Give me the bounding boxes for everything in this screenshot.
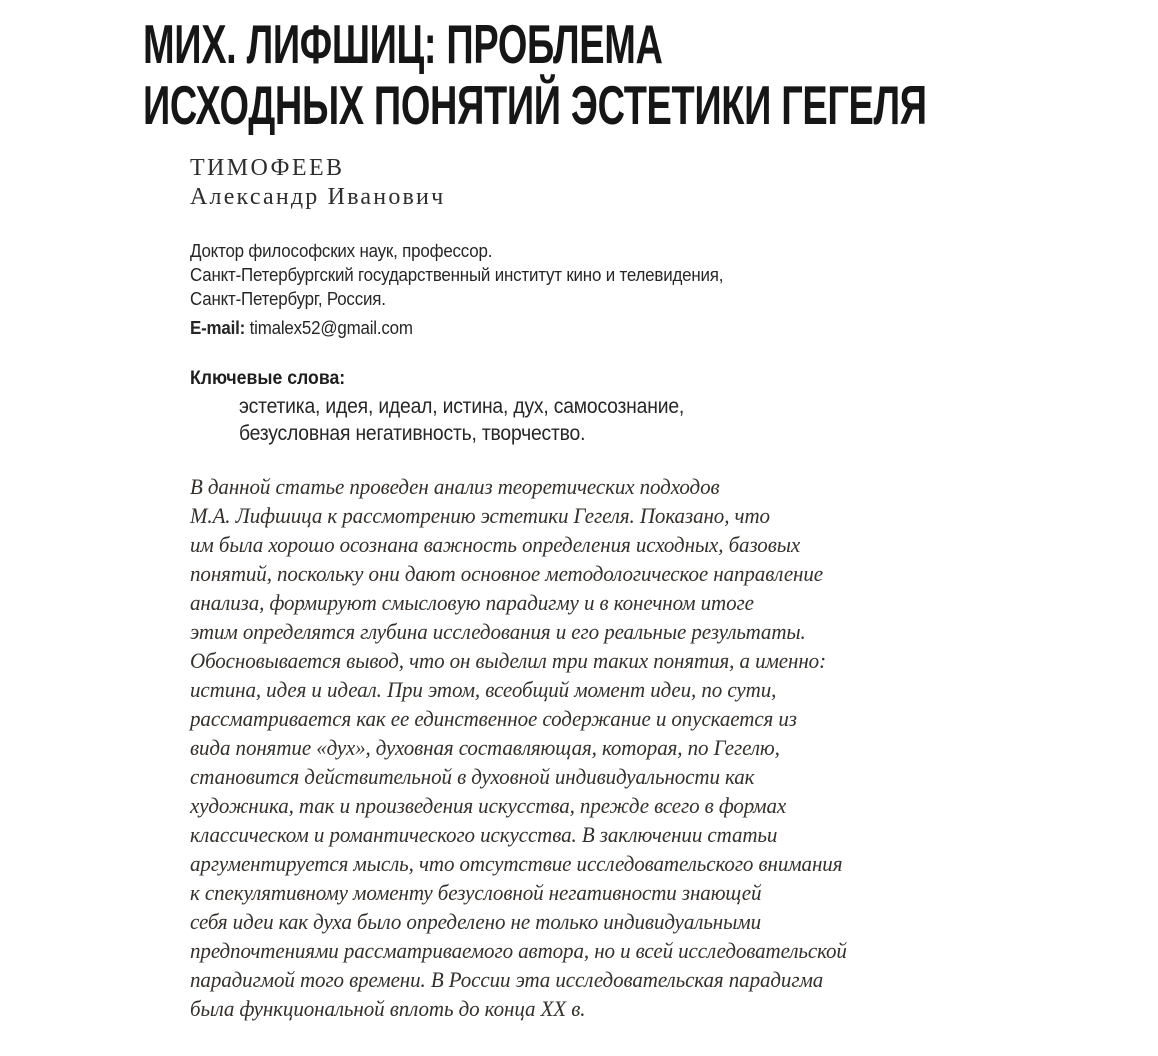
- abstract-line: становится действительной в духовной индивидуальности как: [190, 764, 755, 789]
- author-block: [190, 154, 445, 212]
- abstract: [190, 472, 847, 1023]
- abstract-line: была функциональной вплоть до конца XX в.: [190, 996, 586, 1021]
- abstract-line: этим определятся глубина исследования и его реальные результаты.: [190, 619, 806, 644]
- title-line-2: ИСХОДНЫХ ПОНЯТИЙ ЭСТЕТИКИ ГЕГЕЛЯ: [143, 74, 927, 136]
- abstract-line: классическом и романтического искусства. В заключении статьи: [190, 822, 778, 847]
- email-address[interactable]: timalex52@gmail.com: [249, 318, 413, 338]
- abstract-line: истина, идея и идеал. При этом, всеобщий момент идеи, по сути,: [190, 677, 777, 702]
- abstract-line: рассматривается как ее единственное содержание и опускается из: [190, 706, 797, 731]
- abstract-line: к спекулятивному моменту безусловной негативности знающей: [190, 880, 762, 905]
- author-affiliation: [190, 239, 723, 311]
- keywords-line: безусловная негативность, творчество.: [239, 422, 586, 445]
- affiliation-line: Доктор философских наук, профессор.: [190, 241, 493, 261]
- abstract-line: М.А. Лифшица к рассмотрению эстетики Гегеля. Показано, что: [190, 503, 770, 528]
- abstract-line: художника, так и произведения искусства, прежде всего в формах: [190, 793, 787, 818]
- abstract-line: предпочтениями рассматриваемого автора, но и всей исследовательской: [190, 938, 847, 963]
- affiliation-line: Санкт-Петербургский государственный институт кино и телевидения,: [190, 265, 724, 285]
- abstract-line: парадигмой того времени. В России эта исследовательская парадигма: [190, 967, 824, 992]
- author-email: [190, 316, 413, 340]
- abstract-line: Обосновывается вывод, что он выделил три таких понятия, а именно:: [190, 648, 826, 673]
- keywords-list: [239, 393, 684, 447]
- abstract-line: анализа, формируют смысловую парадигму и в конечном итоге: [190, 590, 754, 615]
- keywords-line: эстетика, идея, идеал, истина, дух, самосознание,: [239, 395, 685, 418]
- email-label: E-mail:: [190, 318, 246, 338]
- abstract-line: понятий, поскольку они дают основное методологическое направление: [190, 561, 824, 586]
- author-surname: ТИМОФЕЕВ: [190, 155, 345, 181]
- title-line-1: МИХ. ЛИФШИЦ: ПРОБЛЕМА: [143, 13, 663, 75]
- abstract-line: аргументируется мысль, что отсутствие исследовательского внимания: [190, 851, 843, 876]
- abstract-line: В данной статье проведен анализ теоретических подходов: [190, 474, 720, 499]
- abstract-line: себя идеи как духа было определено не только индивидуальными: [190, 909, 761, 934]
- affiliation-line: Санкт-Петербург, Россия.: [190, 289, 386, 309]
- abstract-line: вида понятие «дух», духовная составляющая, которая, по Гегелю,: [190, 735, 780, 760]
- keywords-heading: Ключевые слова:: [190, 368, 346, 389]
- author-given-names: Александр Иванович: [190, 184, 446, 210]
- abstract-line: им была хорошо осознана важность определения исходных, базовых: [190, 532, 801, 557]
- article-title: [143, 14, 927, 136]
